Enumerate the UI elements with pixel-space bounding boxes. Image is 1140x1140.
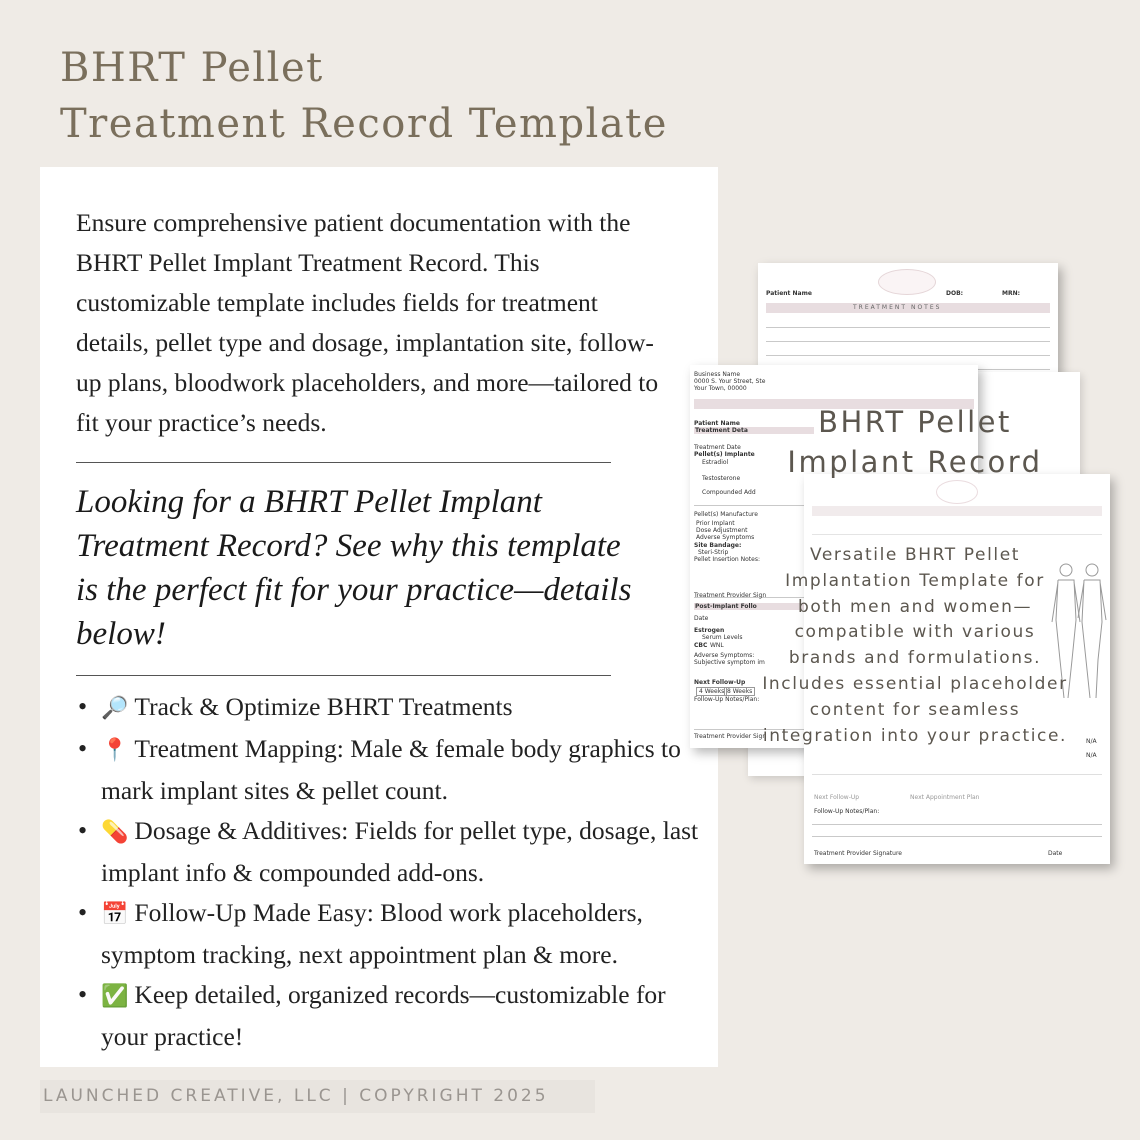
mock-next-appt: Next Appointment Plan <box>910 794 980 801</box>
mock-date-label: Date <box>1048 850 1063 857</box>
mock-line <box>812 774 1102 775</box>
mock-line <box>812 824 1102 825</box>
mock-na: N/A <box>1086 752 1097 759</box>
page-title-line-1: BHRT Pellet <box>60 45 324 91</box>
mock-line <box>812 836 1102 837</box>
mock-field: Steri-Strip <box>698 549 729 556</box>
mock-address-2: Your Town, 00000 <box>694 385 747 392</box>
feature-text: Dosage & Additives: Fields for pellet type, dosage, last implant info & compounded add-ons. <box>101 816 699 887</box>
mock-field: Pellet(s) Manufacture <box>694 511 758 518</box>
mock-line <box>766 327 1050 328</box>
mock-field: Adverse Symptoms <box>696 534 755 541</box>
mock-field: Patient Name <box>694 420 740 427</box>
mock-business-name: Business Name <box>694 371 741 378</box>
mock-follow-up-notes: Follow-Up Notes/Plan: <box>814 808 880 815</box>
feature-item-follow-up <box>76 893 706 975</box>
mock-mrn-label: MRN: <box>1002 290 1021 297</box>
mock-field: Pellet Insertion Notes: <box>694 556 760 563</box>
mockup-overlay-title <box>760 402 1070 482</box>
description-card <box>40 167 718 1067</box>
feature-list <box>76 687 706 1057</box>
checkmark-icon: ✅ <box>101 984 129 1009</box>
feature-text: Follow-Up Made Easy: Blood work placeholders, symptom tracking, next appointment plan & more. <box>101 898 643 969</box>
pill-icon: 💊 <box>101 820 129 845</box>
mock-section-title: TREATMENT NOTES <box>853 304 942 311</box>
mock-field: Dose Adjustment <box>696 527 748 534</box>
mock-field: 4 Weeks <box>696 687 727 696</box>
mock-field: Site Bandage: <box>694 542 742 549</box>
mock-next-follow-up: Next Follow-Up <box>814 794 860 801</box>
mock-field: Compounded Add <box>702 489 756 496</box>
mock-line <box>812 534 1102 535</box>
pin-icon: 📍 <box>101 738 129 763</box>
calendar-icon: 📅 <box>101 902 129 927</box>
mock-field: Date <box>694 615 709 622</box>
mock-signature-label: Treatment Provider Signature <box>814 850 902 857</box>
mockup-overlay-description: Versatile BHRT Pellet Implantation Template for both men and women—compatible with various brands and formulations. Includes essential placeholder content for seamless integration into your practice. <box>762 545 1068 746</box>
mock-field: CBC <box>694 642 708 649</box>
mock-field: Testosterone <box>702 475 741 482</box>
mock-address-1: 0000 S. Your Street, Ste <box>694 378 766 385</box>
mock-field: Treatment Provider Sign <box>694 733 767 740</box>
mock-field: WNL <box>710 642 724 649</box>
mockup-overlay-title-line-2: Implant Record <box>787 445 1043 479</box>
divider-bottom <box>76 675 611 676</box>
mock-field: 8 Weeks <box>724 687 755 696</box>
logo-seal <box>878 269 936 295</box>
mock-header-bar <box>812 506 1102 516</box>
feature-text: Keep detailed, organized records—customizable for your practice! <box>101 980 666 1051</box>
mock-field: Subjective symptom im <box>694 659 765 666</box>
feature-item-records <box>76 975 706 1057</box>
mock-na: N/A <box>1086 738 1097 745</box>
logo-seal <box>936 480 978 504</box>
mock-field: Serum Levels <box>702 634 743 641</box>
pitch-heading: Looking for a BHRT Pellet Implant Treatment Record? See why this template is the perfect fit for your practice—details below! <box>76 484 632 652</box>
mock-field: Adverse Symptoms: <box>694 652 755 659</box>
feature-item-dosage <box>76 811 706 893</box>
mock-field: Estrogen <box>694 627 725 634</box>
feature-text: Track & Optimize BHRT Treatments <box>134 692 513 721</box>
mock-line <box>766 355 1050 356</box>
feature-item-tracking <box>76 687 706 729</box>
page-title <box>60 40 668 152</box>
mock-field: Treatment Provider Sign <box>694 592 767 599</box>
mock-field: Pellet(s) Implante <box>694 451 755 458</box>
copyright-footer: LAUNCHED CREATIVE, LLC | COPYRIGHT 2025 <box>40 1080 595 1113</box>
mock-field: Treatment Date <box>694 444 741 451</box>
mock-line <box>766 341 1050 342</box>
feature-text: Treatment Mapping: Male & female body graphics to mark implant sites & pellet count. <box>101 734 681 805</box>
page-title-line-2: Treatment Record Template <box>60 101 668 147</box>
divider-top <box>76 462 611 463</box>
mock-field: Next Follow-Up <box>694 679 746 686</box>
mock-dob-label: DOB: <box>946 290 964 297</box>
mock-patient-name-label: Patient Name <box>766 290 812 297</box>
feature-item-mapping <box>76 729 706 811</box>
mock-field: Prior Implant <box>696 520 735 527</box>
mock-field: Treatment Deta <box>695 427 748 434</box>
mock-field: Post-Implant Follo <box>695 603 757 610</box>
magnifier-icon: 🔎 <box>101 696 129 721</box>
mock-field: Follow-Up Notes/Plan: <box>694 696 760 703</box>
mockup-overlay-title-line-1: BHRT Pellet <box>818 405 1012 439</box>
intro-paragraph: Ensure comprehensive patient documentation with the BHRT Pellet Implant Treatment Record. This customizable template includes fields for treatment details, pellet type and dosage, implantation site, follow-up plans, bloodwork placeholders, and more—tailored to fit your practice’s needs. <box>76 208 659 437</box>
mock-field: Estradiol <box>702 459 729 466</box>
